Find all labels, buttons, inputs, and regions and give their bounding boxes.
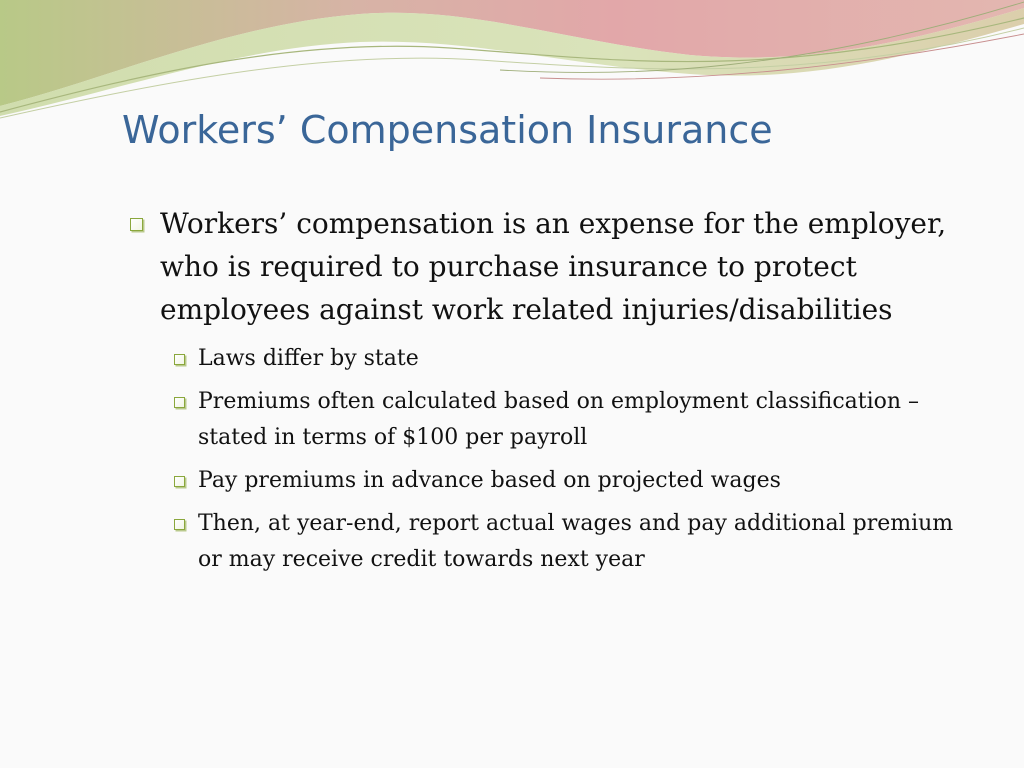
- main-bullet-point: [130, 202, 960, 331]
- slide-title: Workers’ Compensation Insurance: [122, 108, 773, 152]
- hollow-square-bullet-icon: [174, 354, 185, 365]
- slide-content: [130, 202, 960, 578]
- sub-bullet-text: Premiums often calculated based on employment classification – stated in terms of $100 per payroll: [198, 389, 920, 450]
- sub-bullet-point: [174, 384, 960, 456]
- sub-bullet-text: Laws differ by state: [198, 346, 419, 371]
- hollow-square-bullet-icon: [174, 476, 185, 487]
- sub-bullet-point: [174, 506, 960, 578]
- sub-bullet-point: [174, 463, 960, 499]
- sub-bullet-text: Then, at year-end, report actual wages and pay additional premium or may receive credit towards next year: [198, 511, 954, 572]
- main-bullet-text: Workers’ compensation is an expense for the employer, who is required to purchase insurance to protect employees against work related injuries/disabilities: [160, 207, 947, 326]
- sub-bullet-point: [174, 341, 960, 377]
- hollow-square-bullet-icon: [174, 519, 185, 530]
- sub-bullet-text: Pay premiums in advance based on projected wages: [198, 468, 781, 493]
- hollow-square-bullet-icon: [130, 218, 143, 231]
- hollow-square-bullet-icon: [174, 397, 185, 408]
